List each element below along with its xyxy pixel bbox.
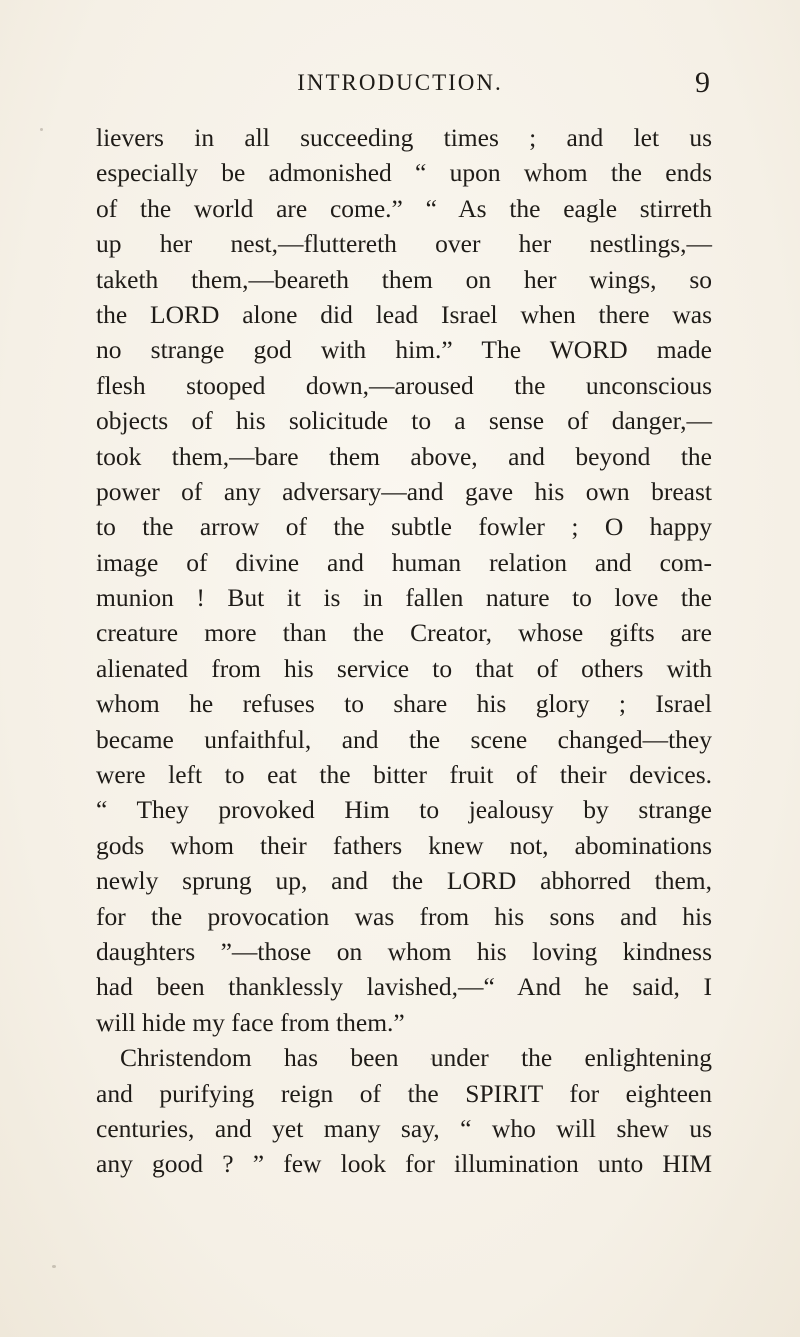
- text-line: objects of his solicitude to a sense of danger,—: [96, 406, 712, 436]
- text-line: will hide my face from them.”: [96, 1007, 405, 1037]
- text-line: and purifying reign of the SPIRIT for eighteen: [96, 1078, 712, 1108]
- page-number: 9: [695, 66, 710, 99]
- paper-speck: [52, 1265, 56, 1268]
- text-line: especially be admonished “ upon whom the ends: [96, 158, 712, 188]
- text-line: for the provocation was from his sons and his: [96, 901, 712, 931]
- text-line: lievers in all succeeding times ; and let us: [96, 123, 712, 152]
- text-line: of the world are come.” “ As the eagle stirreth: [96, 193, 712, 223]
- text-line: gods whom their fathers knew not, abominations: [96, 830, 712, 860]
- text-line: any good ? ” few look for illumination unto HIM: [96, 1149, 712, 1179]
- text-line: took them,—bare them above, and beyond the: [96, 441, 712, 471]
- text-line: taketh them,—beareth them on her wings, so: [96, 264, 712, 294]
- text-line: munion ! But it is in fallen nature to love the: [96, 583, 712, 613]
- text-line: image of divine and human relation and com-: [96, 547, 712, 577]
- text-line: became unfaithful, and the scene changed—they: [96, 724, 712, 754]
- text-line: were left to eat the bitter fruit of their devices.: [96, 760, 712, 790]
- text-line: whom he refuses to share his glory ; Israel: [96, 689, 712, 719]
- text-line: alienated from his service to that of others with: [96, 653, 712, 683]
- text-line: had been thanklessly lavished,—“ And he said, I: [96, 972, 712, 1002]
- text-line: “ They provoked Him to jealousy by strange: [96, 795, 712, 825]
- body-text: [96, 120, 712, 1182]
- paper-speck: [40, 128, 43, 131]
- running-head: INTRODUCTION.: [297, 70, 503, 95]
- text-line: to the arrow of the subtle fowler ; O happy: [96, 512, 712, 542]
- text-line: no strange god with him.” The WORD made: [96, 335, 712, 365]
- paper-speck: [430, 1058, 432, 1060]
- text-line: the LORD alone did lead Israel when there was: [96, 299, 712, 329]
- text-line: creature more than the Creator, whose gifts are: [96, 618, 712, 648]
- page-header: [0, 66, 800, 110]
- text-line: newly sprung up, and the LORD abhorred them,: [96, 866, 712, 896]
- text-line: up her nest,—fluttereth over her nestlings,—: [96, 229, 712, 259]
- text-line: power of any adversary—and gave his own breast: [96, 476, 712, 506]
- text-line: daughters ”—those on whom his loving kindness: [96, 936, 712, 966]
- text-line: flesh stooped down,—aroused the unconscious: [96, 370, 712, 400]
- text-line: Christendom has been under the enlightening: [120, 1043, 712, 1073]
- text-line: centuries, and yet many say, “ who will shew us: [96, 1113, 712, 1143]
